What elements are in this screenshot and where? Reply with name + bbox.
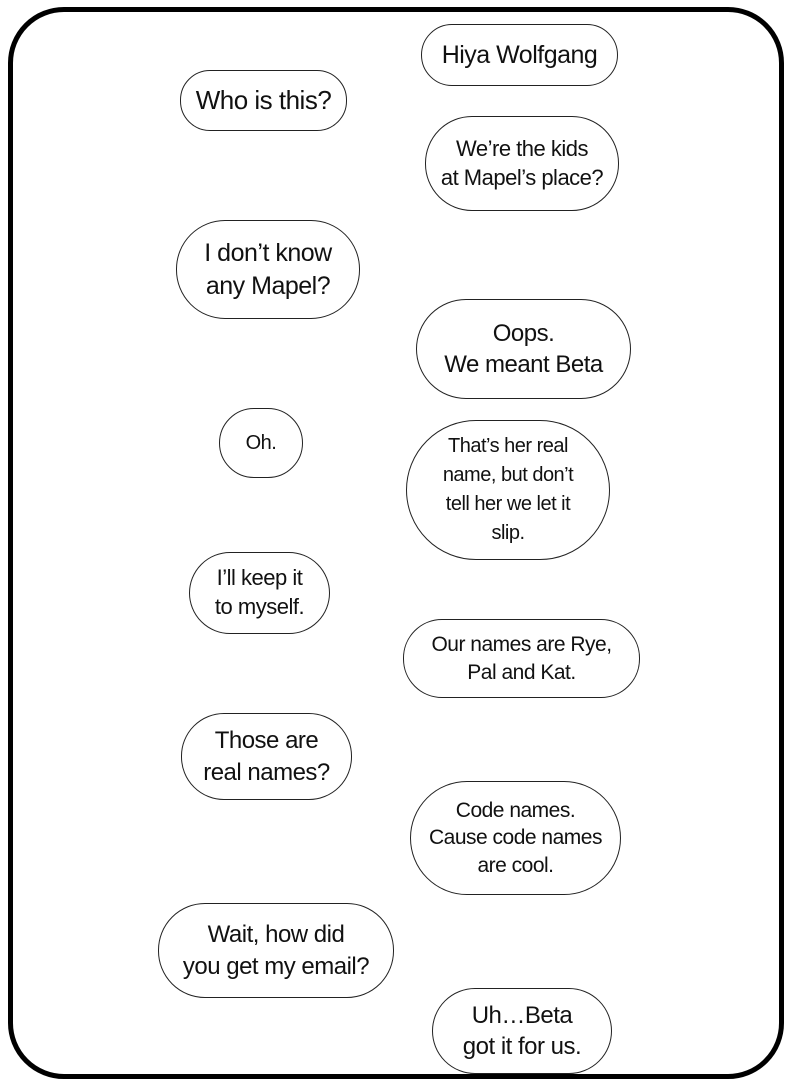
- message-bubble-who-is-this: Who is this?: [180, 70, 347, 131]
- message-bubble-oops-beta: Oops. We meant Beta: [416, 299, 631, 399]
- message-bubble-beta-got-it: Uh…Beta got it for us.: [432, 988, 612, 1074]
- message-bubble-code-names: Code names. Cause code names are cool.: [410, 781, 621, 895]
- message-bubble-real-names: Those are real names?: [181, 713, 352, 800]
- message-bubble-oh: Oh.: [219, 408, 303, 478]
- message-bubble-real-name: That’s her real name, but don’t tell her we let it slip.: [406, 420, 610, 560]
- message-bubble-our-names: Our names are Rye, Pal and Kat.: [403, 619, 640, 698]
- message-bubble-kids-at-mapels: We’re the kids at Mapel’s place?: [425, 116, 619, 211]
- message-bubble-dont-know-mapel: I don’t know any Mapel?: [176, 220, 360, 319]
- message-bubble-how-email: Wait, how did you get my email?: [158, 903, 394, 998]
- message-bubble-keep-to-myself: I’ll keep it to myself.: [189, 552, 330, 634]
- message-bubble-hiya-wolfgang: Hiya Wolfgang: [421, 24, 618, 86]
- comic-panel: [8, 7, 784, 1079]
